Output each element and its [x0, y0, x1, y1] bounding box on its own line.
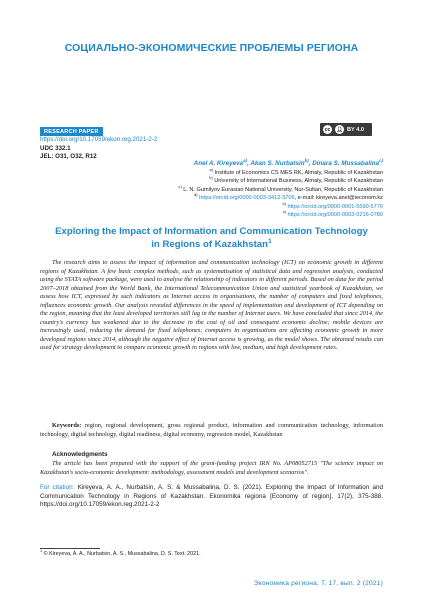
doi-link[interactable]: https://doi.org/10.17059/ekon.reg.2021-2-2	[40, 136, 158, 143]
journal-footer: Экономика региона, Т. 17, вып. 2 (2021)	[253, 580, 383, 587]
keywords-text: region, regional development, gross regional product, information and communication technology, information technology, digital technology, digital readiness, digital economy, regression model, Kazakhstan	[40, 422, 383, 438]
author-block	[53, 157, 383, 220]
abstract: The research aims to assess the impact of information and communication technology (ICT) on economic growth in different regions of Kazakhstan. A few basic complex methods, such as systematisation of statistical data and regression analysis, conducted using the STATA software package, were used to analyse the relationship of indicators in different periods. Based on data for the period 2007–2018 obtained from the World Bank, the International Telecommunication Union and statistical yearbook of Kazakhstan, we assess how ICT, expressed by such indicators as Internet access in organisations, the number of computers and fixed telephones, influences economic growth. Our analysis revealed differences in the speed of implementation and development of ICT depending on the region, meaning that the least developed territories still lag in the number of Internet users. We have concluded that since 2014, the country's currency has weakened due to the decrease in the cost of oil and consequent economic decline; mobile devices are increasingly used, reducing the demand for fixed telephones; computers in organisations are affecting economic growth in more developed regions since 2014, although the negative effect of Internet access is growing, as the model shows. The obtained results can used for strategy development to compare economic growth in regions with low, medium, and high development rates.	[40, 259, 383, 351]
acknowledgments-text: The article has been prepared with the support of the grant-funding project IRN No. AP08052715 "The science impact on Kazakhstan's socio-economic development: methodology, assessment models and development scenarios".	[40, 460, 383, 476]
citation-label: For citation:	[40, 484, 75, 491]
affiliation: $^{b)}$ University of International Business, Almaty, Republic of Kazakhstan	[209, 175, 383, 184]
author-name: Dinara S. Mussabalina	[312, 160, 380, 167]
author-name: Anel A. Kireyeva	[193, 160, 244, 167]
footnote-divider	[40, 548, 100, 549]
by-icon: 👤︎	[336, 126, 343, 133]
keywords-label: Keywords:	[52, 422, 82, 429]
acknowledgments-heading: Acknowledgments	[52, 451, 108, 458]
citation-text: Kireyeva, A. A., Nurbatsin, A. S. & Mussabalina, D. S. (2021). Exploring the Impact of Information and Communication Technology in Regions of Kazakhstan. Ekonomika regiona [Economy of region], 17(2), 375-388. https://doi.org/10.17059/ekon.reg.2021-2-2	[40, 484, 383, 508]
footnote: $^1$ © Kireyeva, A. A., Nurbatsin, A. S., Mussabalina, D. S. Text. 2021.	[40, 549, 201, 557]
email-address[interactable]: kireyeva.anel@ieconom.kz	[316, 195, 383, 201]
orcid-line: $^{b)}$ https://orcid.org/0000-0001-5590-5776	[282, 200, 383, 210]
author-list: Anel A. Kireyeva$^{a)}$, Akan S. Nurbatsin$^{b)}$, Dinara S. Mussabalina$^{c)}$	[193, 157, 383, 167]
affiliation: $^{c)}$ L. N. Gumilyov Eurasian National University, Nur-Sultan, Republic of Kazakhstan	[178, 183, 383, 193]
license-text: BY 4.0	[347, 126, 365, 133]
orcid-link[interactable]: https://orcid.org/0000-0001-5590-5776	[287, 203, 383, 210]
title-footnote-marker: 1	[268, 237, 272, 245]
affiliation: $^{a)}$ Institute of Economics CS MES RK, Almaty, Republic of Kazakhstan	[209, 166, 383, 176]
orcid-line: $^{a)}$ https://orcid.org/0000-0003-3412-3706, e-mail: kireyeva.anel@ieconom.kz	[194, 192, 383, 201]
research-paper-badge: RESEARCH PAPER	[40, 127, 103, 136]
orcid-line: $^{c)}$ https://orcid.org/0000-0003-0216-0780	[282, 209, 383, 218]
cc-icon: cc	[324, 126, 331, 133]
article-title: Exploring the Impact of Information and Communication Technology in Regions of Kazakhstan$^1$	[55, 226, 368, 250]
orcid-link[interactable]: https://orcid.org/0000-0003-0216-0780	[287, 212, 383, 218]
orcid-link[interactable]: https://orcid.org/0000-0003-3412-3706	[199, 195, 295, 201]
author-name: Akan S. Nurbatsin	[250, 160, 305, 167]
keywords	[40, 422, 383, 439]
udc-code: UDC 332.1	[40, 145, 71, 152]
jel-codes: JEL: O31, O32, R12	[40, 153, 97, 160]
cc-by-license-badge[interactable]	[320, 123, 372, 136]
citation	[40, 484, 383, 510]
journal-section-header: СОЦИАЛЬНО-ЭКОНОМИЧЕСКИЕ ПРОБЛЕМЫ РЕГИОНА	[64, 42, 359, 54]
